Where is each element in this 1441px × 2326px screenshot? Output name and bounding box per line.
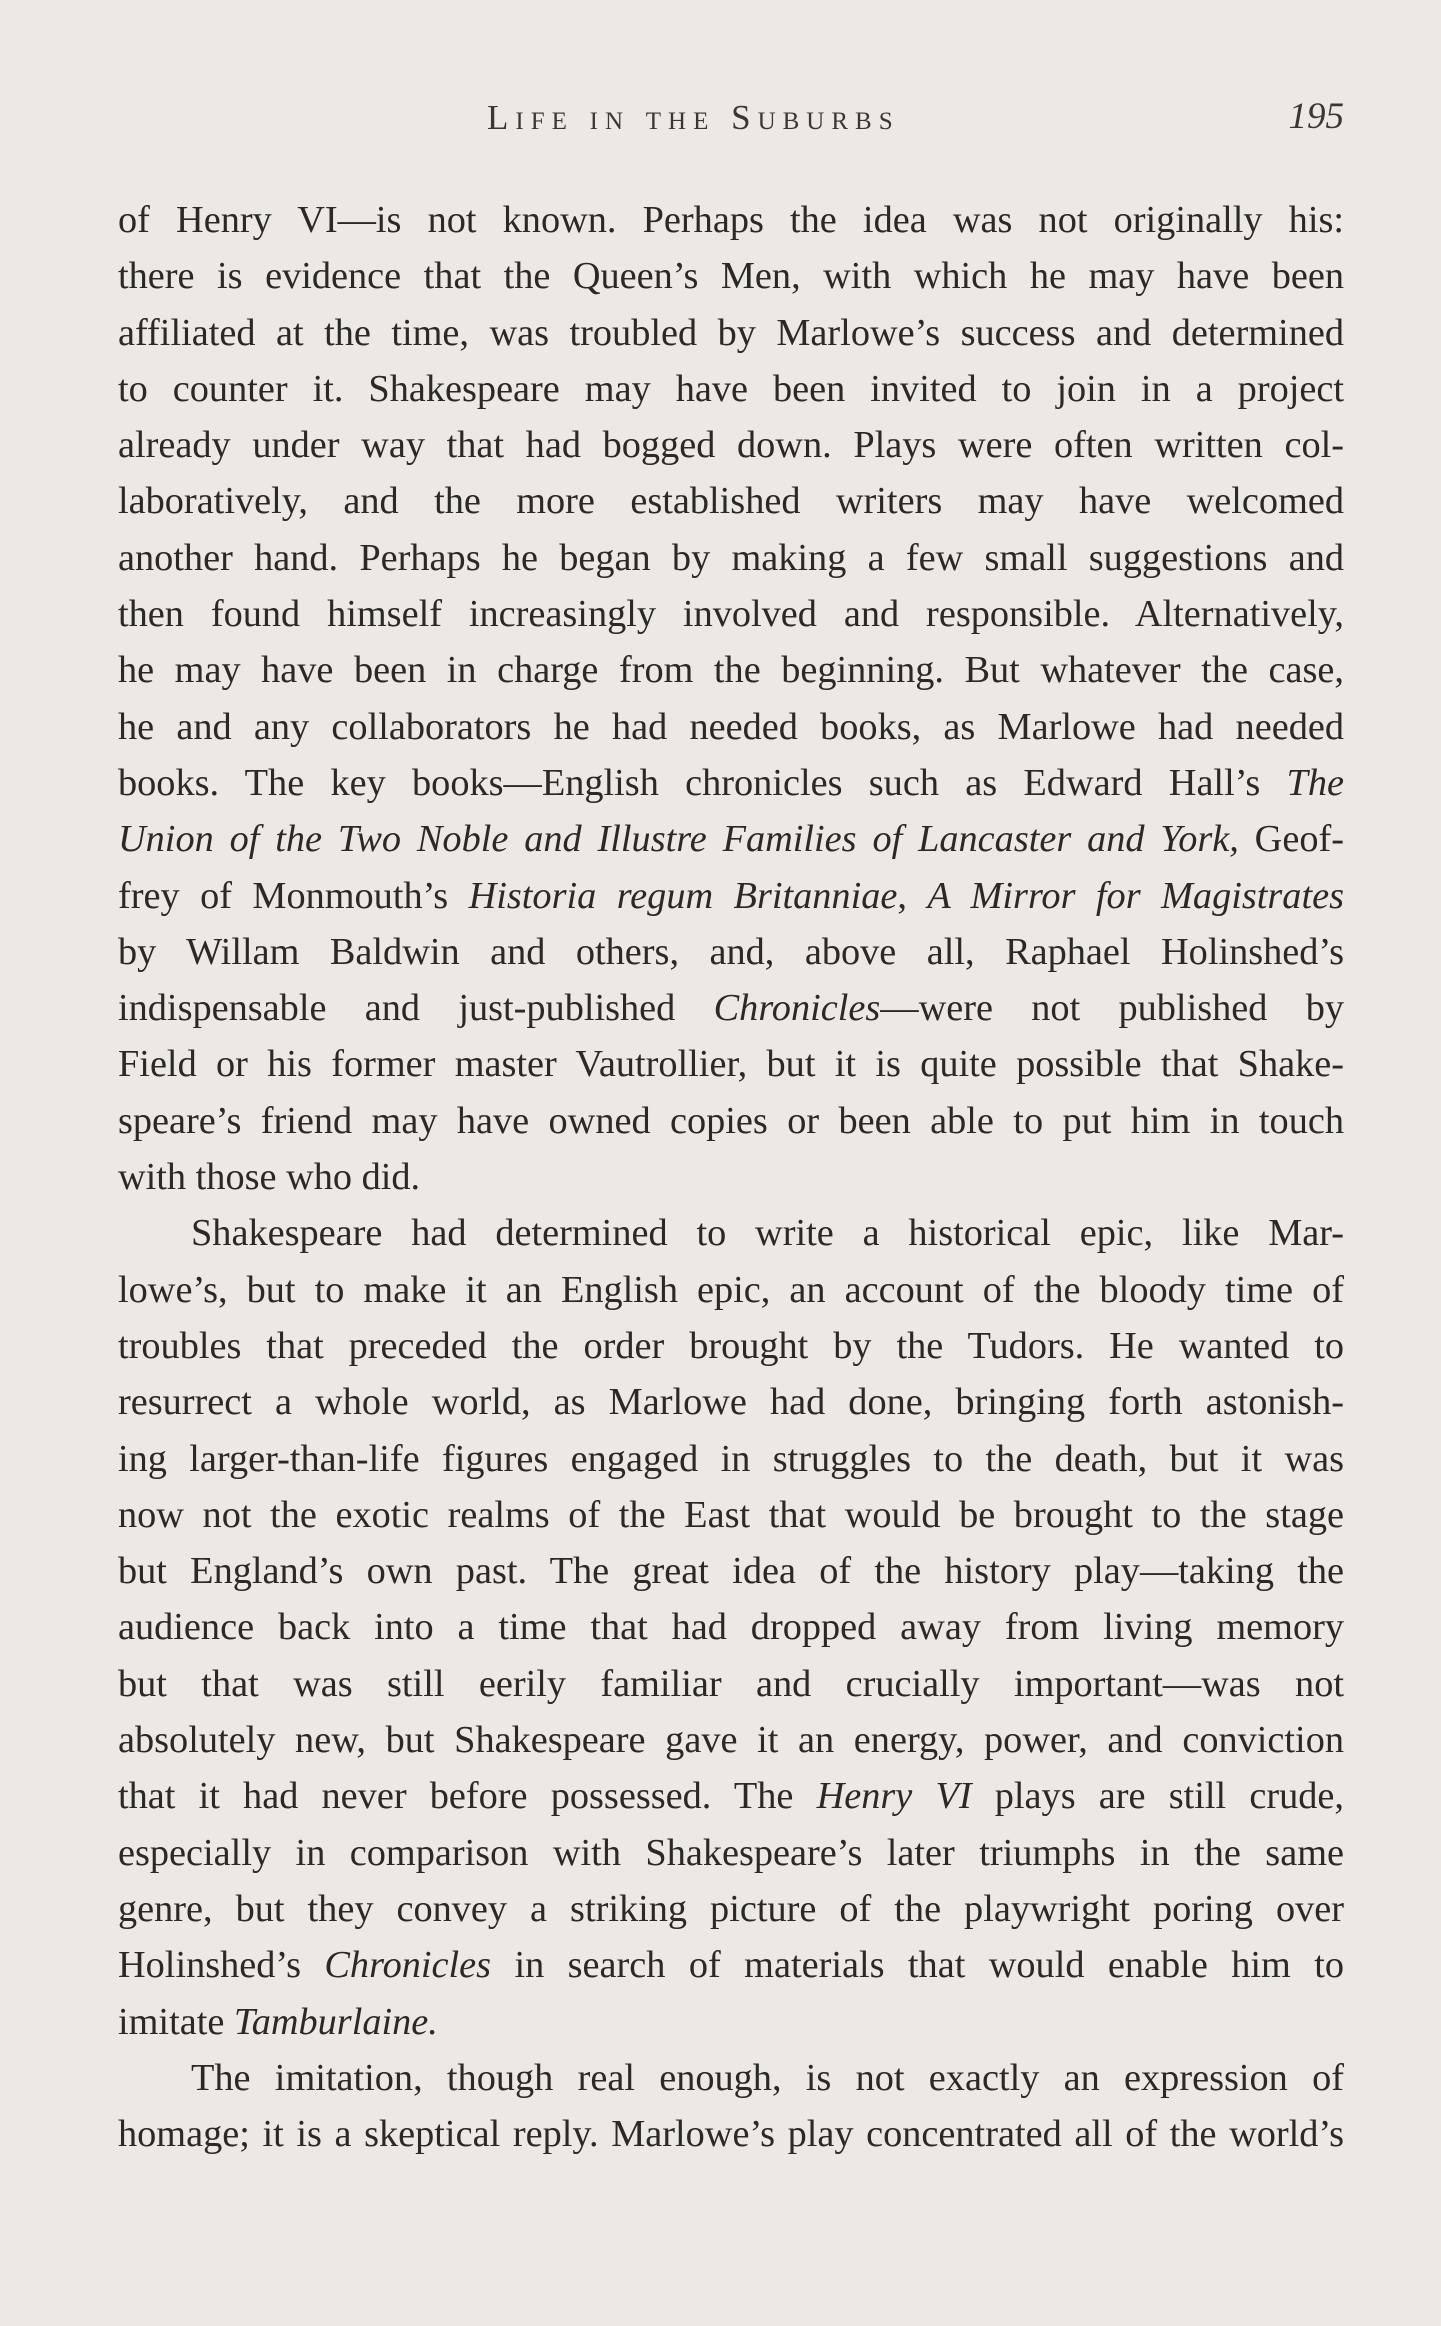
italic-text: Historia regum Britanniae bbox=[468, 874, 898, 917]
text-run: lowe’s, but to make it an English epic, an account of the bloody time of bbox=[118, 1268, 1344, 1311]
text-line bbox=[118, 192, 1344, 248]
text-run: absolutely new, but Shakespeare gave it an energy, power, and conviction bbox=[118, 1719, 1344, 1762]
text-run: he may have been in charge from the beginning. But whatever the case, bbox=[118, 649, 1344, 692]
text-run: The imitation, though real enough, is not exactly an expression of bbox=[191, 2056, 1344, 2099]
text-run: in search of materials that would enable him to bbox=[491, 1944, 1344, 1987]
italic-text: A Mirror for Magistrates bbox=[927, 874, 1344, 917]
text-run: but England’s own past. The great idea of the history play—taking the bbox=[118, 1550, 1344, 1593]
running-title: Life in the Suburbs bbox=[487, 98, 900, 137]
text-line bbox=[118, 530, 1344, 586]
text-line bbox=[118, 1318, 1344, 1374]
text-run: Geof- bbox=[1238, 818, 1344, 861]
text-run: but that was still eerily familiar and crucially important—was not bbox=[118, 1662, 1344, 1705]
italic-text: Chronicles bbox=[713, 987, 881, 1030]
text-run: resurrect a whole world, as Marlowe had done, bringing forth astonish- bbox=[118, 1381, 1344, 1424]
text-run: genre, but they convey a striking picture of the playwright poring over bbox=[118, 1887, 1344, 1930]
text-run: with those who did. bbox=[118, 1156, 421, 1199]
text-line bbox=[118, 699, 1344, 755]
text-line bbox=[118, 755, 1344, 811]
text-line bbox=[118, 1825, 1344, 1881]
text-run: ing larger-than-life figures engaged in struggles to the death, but it was bbox=[118, 1437, 1344, 1480]
text-run: Field or his former master Vautrollier, but it is quite possible that Shake- bbox=[118, 1043, 1344, 1086]
text-line bbox=[118, 305, 1344, 361]
italic-text: Henry VI bbox=[816, 1775, 972, 1818]
paragraph bbox=[118, 2050, 1344, 2163]
text-line bbox=[118, 1374, 1344, 1430]
text-run: books. The key books—English chronicles such as Edward Hall’s bbox=[118, 761, 1287, 804]
italic-text: Tamburlaine. bbox=[233, 2000, 438, 2043]
paragraph bbox=[118, 192, 1344, 1205]
text-run: frey of Monmouth’s bbox=[118, 874, 469, 917]
text-line bbox=[118, 1768, 1344, 1824]
text-line bbox=[118, 2106, 1344, 2162]
text-line bbox=[118, 1431, 1344, 1487]
text-line bbox=[118, 248, 1344, 304]
text-run: another hand. Perhaps he began by making a few small suggestions and bbox=[118, 536, 1344, 579]
text-run: Shakespeare had determined to write a historical epic, like Mar- bbox=[191, 1212, 1344, 1255]
text-run: affiliated at the time, was troubled by Marlowe’s success and determined bbox=[118, 311, 1344, 354]
text-line bbox=[118, 1599, 1344, 1655]
italic-text: Chronicles bbox=[324, 1944, 492, 1987]
text-line bbox=[118, 1036, 1344, 1092]
running-head bbox=[0, 90, 1441, 150]
text-line bbox=[118, 1881, 1344, 1937]
text-run: , bbox=[897, 874, 928, 917]
italic-text: Union of the Two Noble and Illustre Families of Lancaster and York, bbox=[118, 818, 1239, 861]
text-run: now not the exotic realms of the East that would be brought to the stage bbox=[118, 1493, 1344, 1536]
text-run: to counter it. Shakespeare may have been invited to join in a project bbox=[118, 367, 1344, 410]
text-line bbox=[118, 1543, 1344, 1599]
text-run: there is evidence that the Queen’s Men, with which he may have been bbox=[118, 255, 1344, 298]
text-line bbox=[118, 473, 1344, 529]
text-run: that it had never before possessed. The bbox=[118, 1775, 817, 1818]
text-run: laboratively, and the more established writers may have welcomed bbox=[118, 480, 1344, 523]
text-line bbox=[118, 980, 1344, 1036]
text-line bbox=[118, 642, 1344, 698]
text-run: troubles that preceded the order brought by the Tudors. He wanted to bbox=[118, 1324, 1344, 1367]
text-line bbox=[118, 1994, 1344, 2050]
text-line bbox=[118, 1205, 1344, 1261]
text-line bbox=[118, 586, 1344, 642]
text-run: Holinshed’s bbox=[118, 1944, 325, 1987]
text-line bbox=[118, 361, 1344, 417]
text-line bbox=[118, 1937, 1344, 1993]
text-run: then found himself increasingly involved and responsible. Alternatively, bbox=[118, 593, 1344, 636]
text-line bbox=[118, 1656, 1344, 1712]
text-line bbox=[118, 811, 1344, 867]
text-run: imitate bbox=[118, 2000, 234, 2043]
text-run: by Willam Baldwin and others, and, above all, Raphael Holinshed’s bbox=[118, 930, 1344, 973]
text-line bbox=[118, 1093, 1344, 1149]
text-run: of Henry VI—is not known. Perhaps the idea was not originally his: bbox=[118, 199, 1344, 241]
text-run: —were not published by bbox=[880, 987, 1344, 1030]
page-number: 195 bbox=[1288, 96, 1344, 137]
text-line bbox=[118, 417, 1344, 473]
text-line bbox=[118, 1712, 1344, 1768]
text-line bbox=[118, 2050, 1344, 2106]
text-line bbox=[118, 1262, 1344, 1318]
text-run: indispensable and just-published bbox=[118, 987, 714, 1030]
text-run: already under way that had bogged down. Plays were often written col- bbox=[118, 424, 1344, 467]
text-line bbox=[118, 868, 1344, 924]
text-run: audience back into a time that had dropped away from living memory bbox=[118, 1606, 1344, 1649]
text-line bbox=[118, 1487, 1344, 1543]
italic-text: The bbox=[1286, 761, 1344, 804]
text-run: he and any collaborators he had needed books, as Marlowe had needed bbox=[118, 705, 1344, 748]
text-line bbox=[118, 1149, 1344, 1205]
text-line bbox=[118, 924, 1344, 980]
paragraph bbox=[118, 1205, 1344, 2049]
text-run: speare’s friend may have owned copies or been able to put him in touch bbox=[118, 1099, 1344, 1142]
text-run: homage; it is a skeptical reply. Marlowe’s play concentrated all of the world’s bbox=[118, 2113, 1344, 2156]
body-text bbox=[118, 192, 1344, 2162]
text-run: plays are still crude, bbox=[971, 1775, 1344, 1818]
text-run: especially in comparison with Shakespeare’s later triumphs in the same bbox=[118, 1831, 1344, 1874]
